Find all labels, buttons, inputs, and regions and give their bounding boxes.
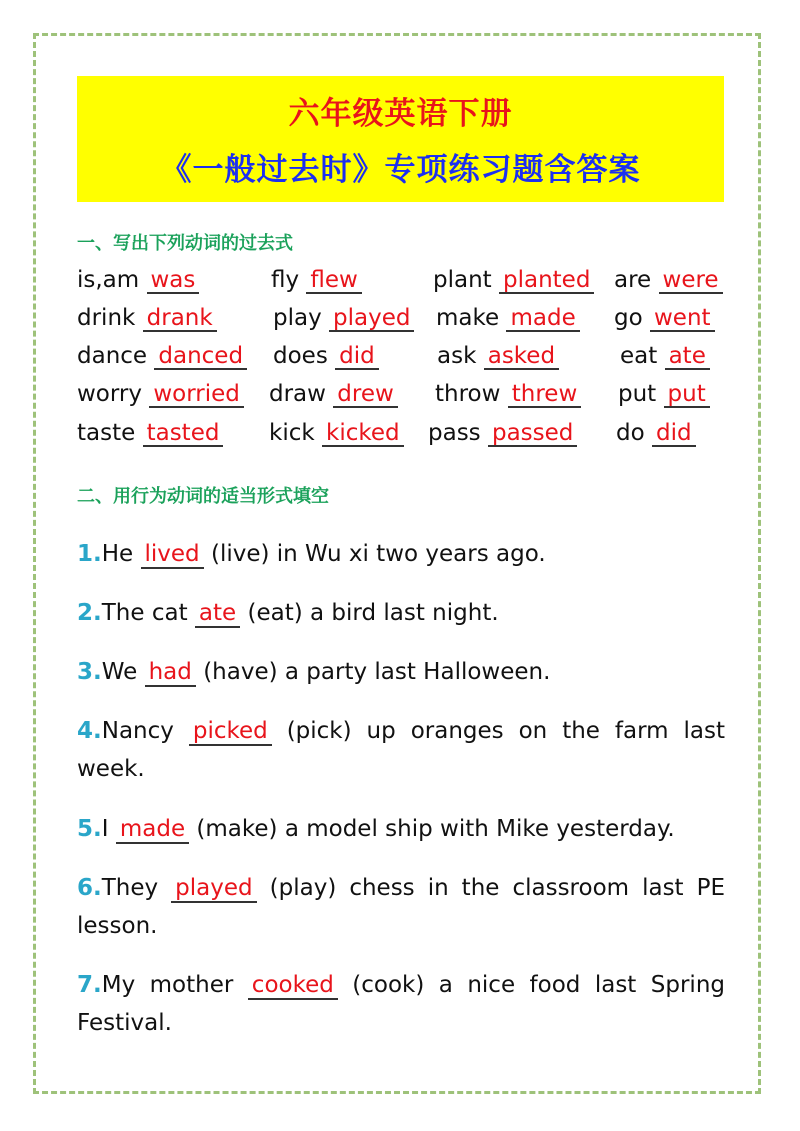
sentence-start: The cat <box>101 600 195 626</box>
verb-item <box>614 266 723 294</box>
answer: was <box>147 268 200 294</box>
verb-item <box>433 266 594 294</box>
verb-word: ask <box>437 343 477 369</box>
answer: tasted <box>143 421 224 447</box>
verb-word: kick <box>269 420 315 446</box>
verb-word: does <box>273 343 328 369</box>
sentence-end: (make) a model ship with Mike yesterday. <box>189 816 675 842</box>
verb-item <box>436 304 580 332</box>
answer-blank: played <box>171 875 256 903</box>
verb-word: make <box>436 305 500 331</box>
exercise-item <box>77 966 725 1042</box>
verb-word: pass <box>428 420 481 446</box>
exercise-item <box>77 653 725 691</box>
verb-word: drink <box>77 305 136 331</box>
verb-item <box>77 419 223 447</box>
section2-heading: 二、用行为动词的适当形式填空 <box>77 486 329 507</box>
page-title: 六年级英语下册 <box>288 96 513 132</box>
verb-item <box>77 342 247 370</box>
verb-item <box>616 419 696 447</box>
answer: put <box>664 382 710 408</box>
answer: passed <box>488 421 577 447</box>
sentence-start: He <box>101 541 141 567</box>
answer: drew <box>333 382 398 408</box>
verb-item <box>437 342 559 370</box>
sentence-end: (pick) up oranges on the farm last week. <box>77 718 725 782</box>
verb-item <box>77 380 244 408</box>
sentence-end: (eat) a bird last night. <box>240 600 499 626</box>
item-number: 7. <box>77 972 102 998</box>
answer: danced <box>154 344 247 370</box>
answer-blank: ate <box>195 600 240 628</box>
answer-blank: picked <box>189 718 272 746</box>
verb-word: throw <box>435 381 501 407</box>
sentence-end: (play) chess in the classroom last PE lesson. <box>77 875 725 939</box>
sentence-end: (live) in Wu xi two years ago. <box>203 541 546 567</box>
verb-item <box>269 380 398 408</box>
sentence-start: They <box>101 875 172 901</box>
verb-item <box>273 304 414 332</box>
verb-item <box>273 342 379 370</box>
exercise-item <box>77 535 725 573</box>
verb-word: are <box>614 267 652 293</box>
verb-word: put <box>618 381 657 407</box>
verb-word: play <box>273 305 322 331</box>
answer: ate <box>665 344 710 370</box>
verb-word: plant <box>433 267 492 293</box>
item-number: 3. <box>77 659 102 685</box>
answer: were <box>659 268 723 294</box>
answer: did <box>335 344 379 370</box>
verb-word: do <box>616 420 645 446</box>
verb-word: taste <box>77 420 136 446</box>
verb-item <box>77 304 217 332</box>
answer-blank: cooked <box>248 972 338 1000</box>
verb-item <box>620 342 710 370</box>
verb-word: go <box>614 305 643 331</box>
section1-heading: 一、写出下列动词的过去式 <box>77 233 293 254</box>
answer-blank: had <box>145 659 196 687</box>
sentence-start: Nancy <box>101 718 189 744</box>
verb-word: worry <box>77 381 143 407</box>
page-subtitle: 《一般过去时》专项练习题含答案 <box>160 152 641 188</box>
answer-blank: lived <box>141 541 204 569</box>
verb-item <box>77 266 199 294</box>
item-number: 4. <box>77 718 102 744</box>
exercise-item <box>77 594 725 632</box>
exercise-item <box>77 869 725 945</box>
answer: asked <box>484 344 559 370</box>
item-number: 1. <box>77 541 102 567</box>
answer: played <box>329 306 414 332</box>
answer-blank: made <box>116 816 189 844</box>
exercise-item <box>77 810 725 848</box>
sentence-end: (have) a party last Halloween. <box>195 659 551 685</box>
answer: did <box>652 421 696 447</box>
item-number: 5. <box>77 816 102 842</box>
verb-table <box>0 0 800 460</box>
answer: made <box>506 306 579 332</box>
item-number: 6. <box>77 875 102 901</box>
answer: drank <box>143 306 217 332</box>
answer: flew <box>306 268 361 294</box>
sentence-start: We <box>101 659 145 685</box>
verb-word: dance <box>77 343 148 369</box>
answer: planted <box>499 268 594 294</box>
answer: went <box>650 306 715 332</box>
sentence-end: (cook) a nice food last Spring Festival. <box>77 972 726 1036</box>
verb-item <box>614 304 715 332</box>
sentence-start: I <box>101 816 116 842</box>
verb-item <box>269 419 404 447</box>
verb-word: eat <box>620 343 658 369</box>
verb-item <box>271 266 362 294</box>
verb-item <box>435 380 581 408</box>
verb-item <box>618 380 710 408</box>
answer: worried <box>149 382 244 408</box>
verb-word: is,am <box>77 267 140 293</box>
verb-word: fly <box>271 267 300 293</box>
answer: kicked <box>322 421 404 447</box>
sentence-start: My mother <box>101 972 248 998</box>
verb-word: draw <box>269 381 326 407</box>
item-number: 2. <box>77 600 102 626</box>
verb-item <box>428 419 577 447</box>
exercise-item <box>77 712 725 788</box>
answer: threw <box>508 382 582 408</box>
